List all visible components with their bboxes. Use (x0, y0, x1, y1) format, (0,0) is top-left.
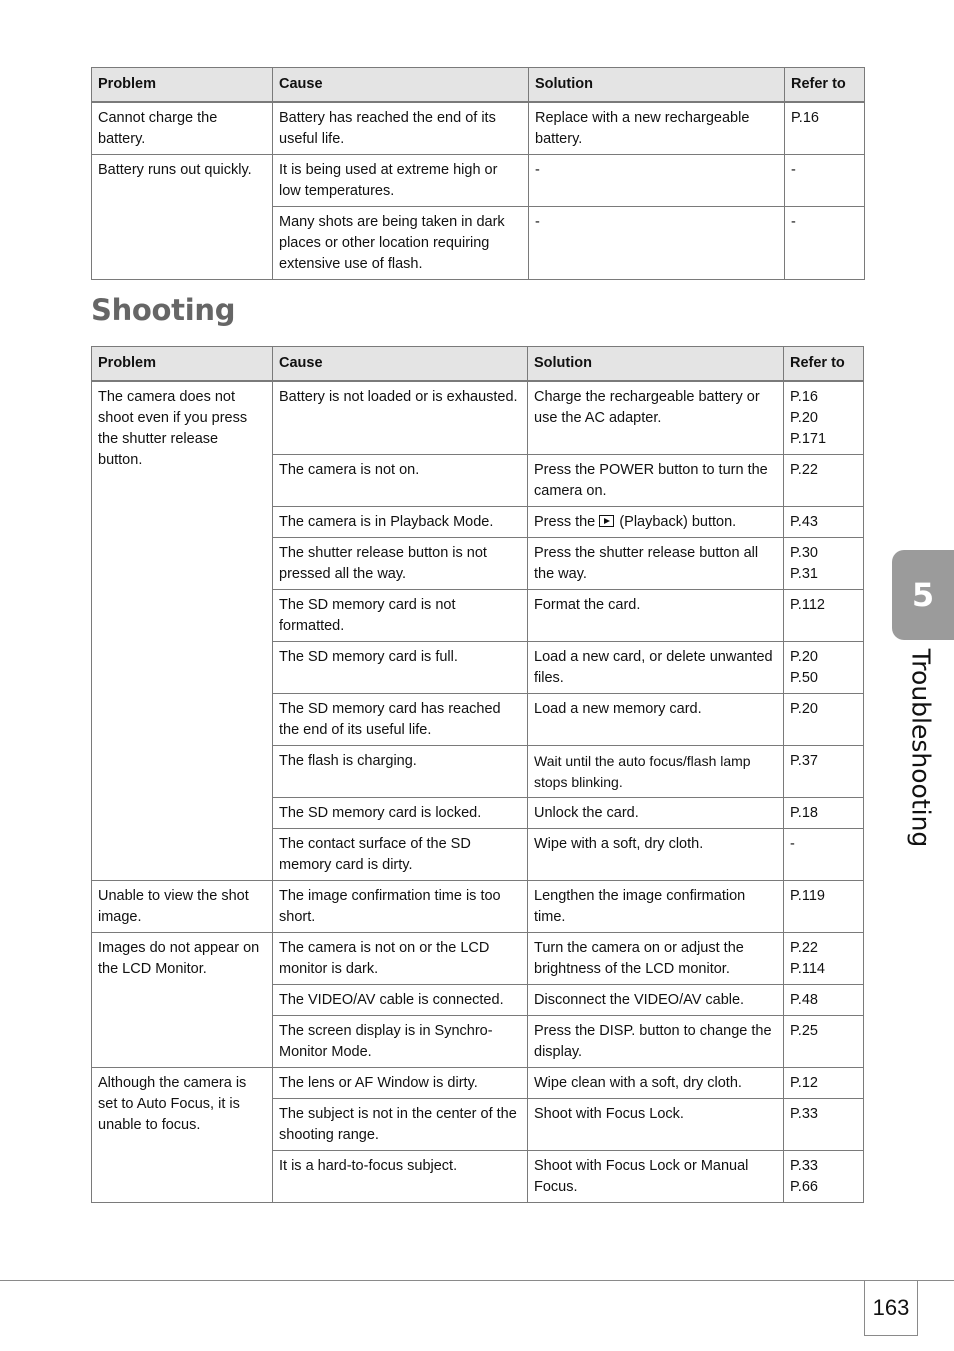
problem-cell: Battery runs out quickly. (92, 155, 273, 280)
header-refer-to: Refer to (785, 68, 865, 103)
refer-cell: P.43 (784, 507, 864, 538)
refer-cell: P.33 (784, 1099, 864, 1151)
chapter-tab (892, 550, 954, 640)
page-number: 163 (864, 1280, 918, 1336)
solution-prefix: Press the (534, 514, 596, 530)
solution-cell: Wipe clean with a soft, dry cloth. (528, 1068, 784, 1099)
header-problem: Problem (92, 68, 273, 103)
solution-suffix: (Playback) button. (619, 514, 737, 530)
solution-cell: - (529, 207, 785, 280)
cause-cell: The shutter release button is not pressed all the way. (273, 538, 528, 590)
solution-cell: Load a new memory card. (528, 694, 784, 746)
refer-cell: P.37 (784, 746, 864, 798)
solution-cell: Disconnect the VIDEO/AV cable. (528, 985, 784, 1016)
refer-cell: P.16 P.20 P.171 (784, 381, 864, 455)
solution-cell: Lengthen the image confirmation time. (528, 881, 784, 933)
refer-cell: P.22 P.114 (784, 933, 864, 985)
refer-cell: - (784, 829, 864, 881)
refer-cell: P.30 P.31 (784, 538, 864, 590)
cause-cell: The SD memory card has reached the end of its useful life. (273, 694, 528, 746)
problem-cell: The camera does not shoot even if you press the shutter release button. (92, 381, 273, 881)
shooting-troubleshooting-table (91, 346, 864, 1203)
solution-cell: Press the shutter release button all the way. (528, 538, 784, 590)
cause-cell: The camera is in Playback Mode. (273, 507, 528, 538)
header-cause: Cause (273, 68, 529, 103)
header-cause: Cause (273, 347, 528, 382)
playback-icon (599, 515, 614, 527)
section-heading-shooting: Shooting (91, 293, 236, 327)
solution-cell: Shoot with Focus Lock. (528, 1099, 784, 1151)
problem-cell: Images do not appear on the LCD Monitor. (92, 933, 273, 1068)
refer-cell: P.112 (784, 590, 864, 642)
solution-cell: Press the POWER button to turn the camera on. (528, 455, 784, 507)
table-row (92, 1068, 864, 1099)
header-solution: Solution (528, 347, 784, 382)
cause-cell: The SD memory card is locked. (273, 798, 528, 829)
cause-cell: The flash is charging. (273, 746, 528, 798)
refer-cell: P.119 (784, 881, 864, 933)
solution-cell: Wipe with a soft, dry cloth. (528, 829, 784, 881)
table-row (92, 155, 865, 207)
solution-cell: Charge the rechargeable battery or use the AC adapter. (528, 381, 784, 455)
table-row (92, 881, 864, 933)
table-row (92, 933, 864, 985)
battery-troubleshooting-table (91, 67, 865, 280)
solution-cell: - (529, 155, 785, 207)
table-header-row (92, 68, 865, 103)
cause-cell: The camera is not on. (273, 455, 528, 507)
refer-cell: - (785, 155, 865, 207)
solution-cell: Replace with a new rechargeable battery. (529, 102, 785, 155)
solution-cell: Wait until the auto focus/flash lamp stops blinking. (528, 746, 784, 798)
cause-cell: It is a hard-to-focus subject. (273, 1151, 528, 1203)
refer-cell: P.25 (784, 1016, 864, 1068)
header-problem: Problem (92, 347, 273, 382)
footer-rule (0, 1280, 954, 1281)
solution-cell (528, 507, 784, 538)
cause-cell: It is being used at extreme high or low temperatures. (273, 155, 529, 207)
solution-cell: Press the DISP. button to change the display. (528, 1016, 784, 1068)
chapter-title: Troubleshooting (906, 648, 936, 848)
cause-cell: The subject is not in the center of the shooting range. (273, 1099, 528, 1151)
refer-cell: P.22 (784, 455, 864, 507)
header-refer-to: Refer to (784, 347, 864, 382)
refer-cell: P.20 P.50 (784, 642, 864, 694)
cause-cell: The contact surface of the SD memory card is dirty. (273, 829, 528, 881)
table-header-row (92, 347, 864, 382)
refer-cell: P.16 (785, 102, 865, 155)
problem-cell: Unable to view the shot image. (92, 881, 273, 933)
problem-cell: Although the camera is set to Auto Focus, it is unable to focus. (92, 1068, 273, 1203)
refer-cell: P.18 (784, 798, 864, 829)
solution-cell: Format the card. (528, 590, 784, 642)
refer-cell: P.33 P.66 (784, 1151, 864, 1203)
refer-cell: P.20 (784, 694, 864, 746)
cause-cell: The screen display is in Synchro-Monitor Mode. (273, 1016, 528, 1068)
cause-cell: The lens or AF Window is dirty. (273, 1068, 528, 1099)
cause-cell: The image confirmation time is too short. (273, 881, 528, 933)
header-solution: Solution (529, 68, 785, 103)
problem-cell: Cannot charge the battery. (92, 102, 273, 155)
solution-cell: Shoot with Focus Lock or Manual Focus. (528, 1151, 784, 1203)
solution-cell: Unlock the card. (528, 798, 784, 829)
refer-cell: P.12 (784, 1068, 864, 1099)
solution-cell: Turn the camera on or adjust the brightness of the LCD monitor. (528, 933, 784, 985)
cause-cell: The SD memory card is not formatted. (273, 590, 528, 642)
chapter-number: 5 (911, 576, 935, 614)
refer-cell: P.48 (784, 985, 864, 1016)
cause-cell: The VIDEO/AV cable is connected. (273, 985, 528, 1016)
cause-cell: Battery has reached the end of its useful life. (273, 102, 529, 155)
solution-cell: Load a new card, or delete unwanted files. (528, 642, 784, 694)
cause-cell: The SD memory card is full. (273, 642, 528, 694)
table-row (92, 381, 864, 455)
cause-cell: Battery is not loaded or is exhausted. (273, 381, 528, 455)
cause-cell: Many shots are being taken in dark places or other location requiring extensive use of flash. (273, 207, 529, 280)
refer-cell: - (785, 207, 865, 280)
table-row (92, 102, 865, 155)
cause-cell: The camera is not on or the LCD monitor is dark. (273, 933, 528, 985)
